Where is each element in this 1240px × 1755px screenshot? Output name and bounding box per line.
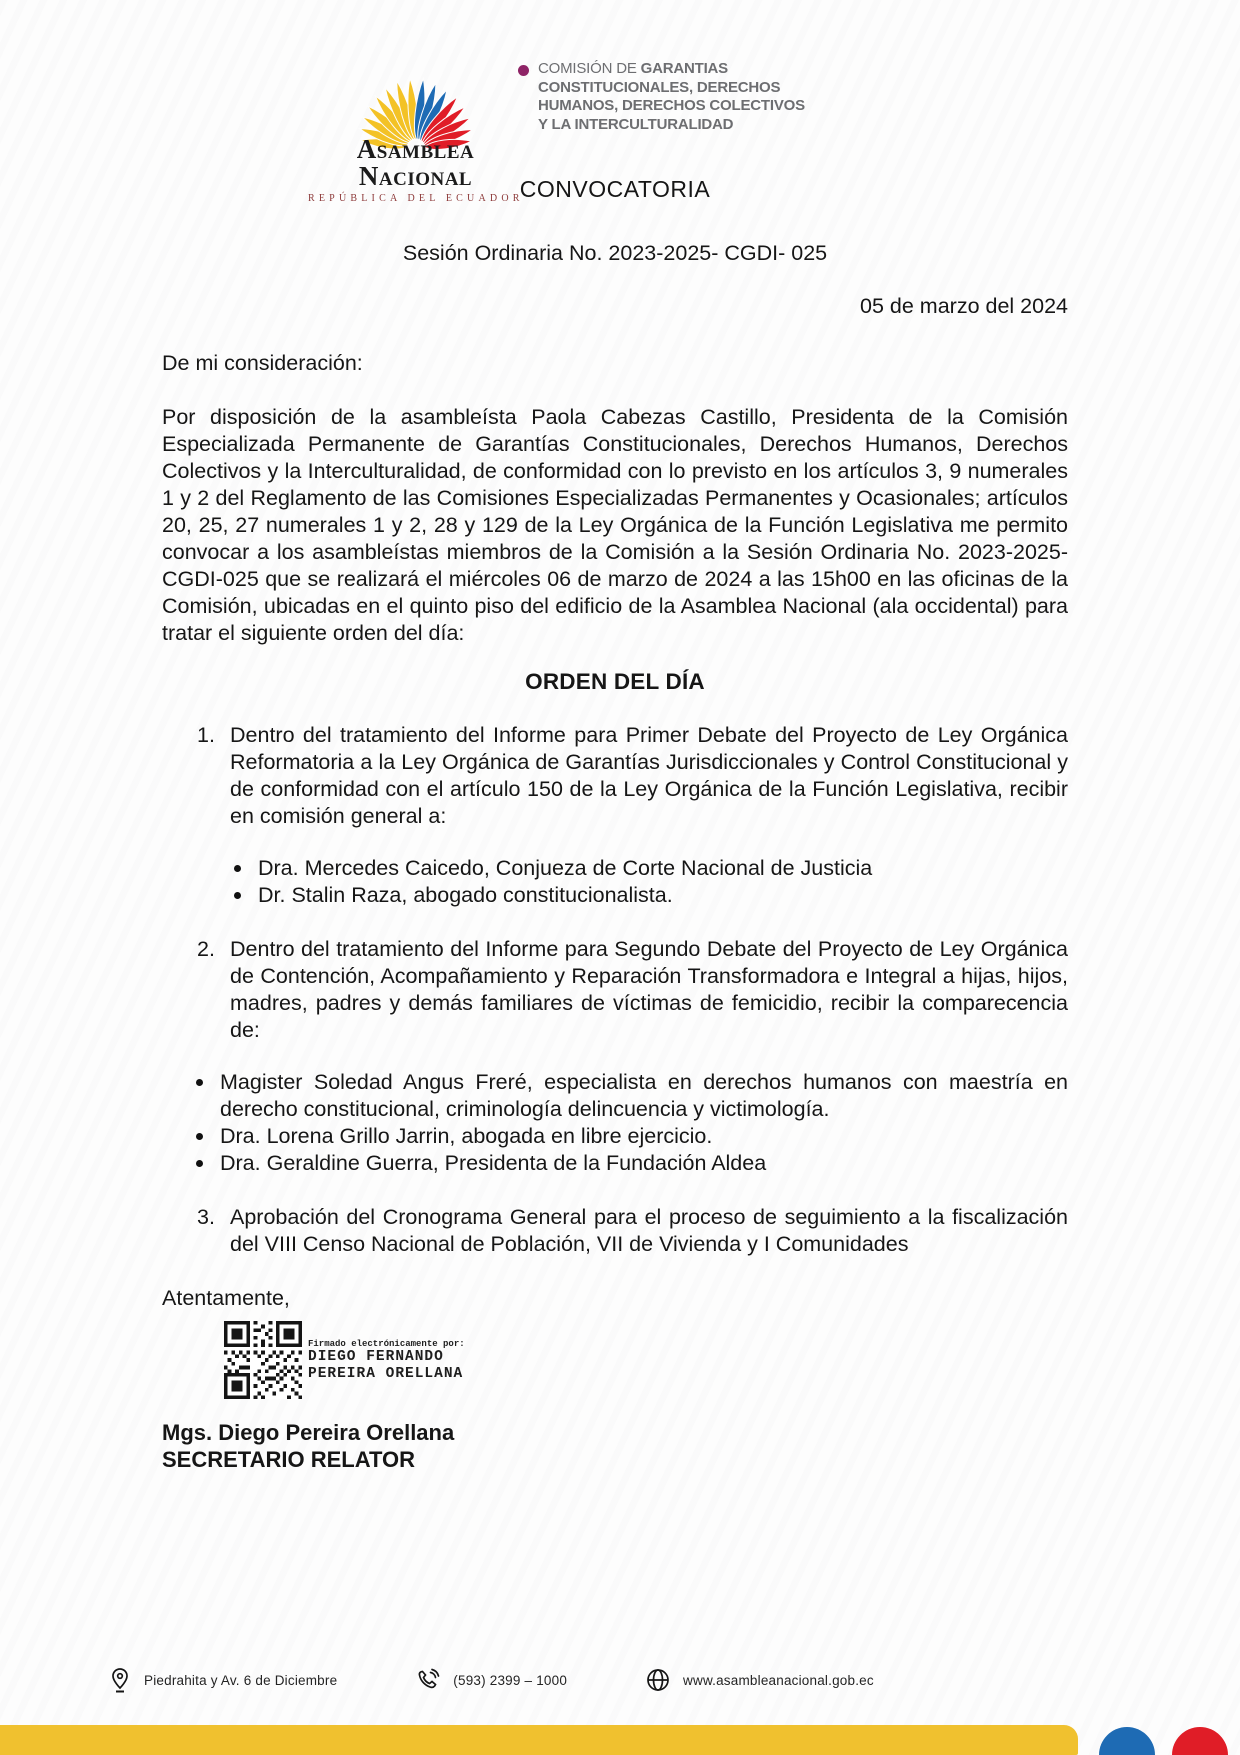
location-pin-icon bbox=[108, 1667, 132, 1693]
asamblea-nacional-logo bbox=[308, 40, 523, 204]
agenda-item-1-text: Dentro del tratamiento del Informe para Primer Debate del Proyecto de Ley Orgánica Reformatoria a la Ley Orgánica de Garantías Jurisdiccionales y Control Constitucional y de conformidad con el artículo 150 de la Ley Orgánica de la Función Legislativa, recibir en comisión general a: bbox=[230, 723, 1068, 828]
electronic-signature-block bbox=[224, 1321, 1068, 1399]
footer-phone-item bbox=[415, 1667, 567, 1693]
signatory-name: Mgs. Diego Pereira Orellana bbox=[162, 1420, 455, 1445]
list-item bbox=[232, 855, 1068, 882]
agenda-item-3-text: Aprobación del Cronograma General para el proceso de seguimiento a la fiscalización del VIII Censo Nacional de Población, VII de Vivienda y I Comunidades bbox=[230, 1205, 1068, 1256]
agenda-item-2-text: Dentro del tratamiento del Informe para Segundo Debate del Proyecto de Ley Orgánica de Contención, Acompañamiento y Reparación Transformadora e Integral a hijas, hijos, madres, padres y demás familiares de víctimas de femicidio, recibir la comparecencia de: bbox=[230, 937, 1068, 1042]
signature-meta bbox=[308, 1321, 465, 1383]
phone-icon bbox=[415, 1667, 441, 1693]
agenda-item-1-bullets bbox=[232, 855, 1068, 909]
footer-website: www.asambleanacional.gob.ec bbox=[683, 1672, 874, 1688]
signatory-role: SECRETARIO RELATOR bbox=[162, 1447, 416, 1472]
agenda-item-3-number: 3. bbox=[197, 1205, 215, 1229]
commission-line-1 bbox=[538, 60, 805, 79]
footer-contact-row bbox=[108, 1667, 874, 1693]
agenda-item-2-bullets bbox=[194, 1069, 1068, 1177]
agenda-item-1-number: 1. bbox=[197, 723, 215, 747]
agenda-title: ORDEN DEL DÍA bbox=[525, 669, 705, 694]
bullet-text: Dra. Geraldine Guerra, Presidenta de la Fundación Aldea bbox=[220, 1151, 767, 1175]
commission-name-block bbox=[538, 60, 805, 134]
list-item bbox=[194, 1069, 1068, 1123]
bullet-icon bbox=[232, 855, 258, 882]
commission-line-1-bold: GARANTIAS bbox=[640, 60, 728, 77]
footer-address-item bbox=[108, 1667, 337, 1693]
list-item bbox=[194, 1150, 1068, 1177]
footer-website-item bbox=[645, 1667, 874, 1693]
bullet-icon bbox=[194, 1069, 220, 1123]
commission-line-1-regular: COMISIÓN DE bbox=[538, 60, 641, 77]
document-date: 05 de marzo del 2024 bbox=[860, 294, 1068, 318]
list-item bbox=[232, 882, 1068, 909]
signature-mono-name-1: DIEGO FERNANDO bbox=[308, 1349, 444, 1365]
signature-caption: Firmado electrónicamente por: bbox=[308, 1339, 465, 1349]
commission-line-2: CONSTITUCIONALES, DERECHOS bbox=[538, 78, 781, 96]
agenda-item-3 bbox=[162, 1204, 1068, 1258]
bullet-text: Magister Soledad Angus Freré, especialista en derechos humanos con maestría en derecho constitucional, criminología delincuencia y victimología. bbox=[220, 1070, 1068, 1121]
footer-phone: (593) 2399 – 1000 bbox=[453, 1672, 568, 1688]
logo-title: Asamblea Nacional bbox=[356, 134, 475, 191]
signature-mono-name-2: PEREIRA ORELLANA bbox=[308, 1366, 464, 1382]
agenda-item-2 bbox=[162, 936, 1068, 1044]
agenda-item-2-number: 2. bbox=[197, 937, 215, 961]
intro-paragraph: Por disposición de la asambleísta Paola Cabezas Castillo, Presidenta de la Comisión Especializada Permanente de Garantías Constitucionales, Derechos Humanos, Derechos Colectivos y la Interculturalidad, de conformidad con lo previsto en los artículos 3, 9 numerales 1 y 2 del Reglamento de las Comisiones Especializadas Permanentes y Ocasionales; artículos 20, 25, 27 numerales 1 y 2, 28 y 129 de la Ley Orgánica de la Función Legislativa me permito convocar a los asambleístas miembros de la Comisión a la Sesión Ordinaria No. 2023-2025- CGDI-025 que se realizará el miércoles 06 de marzo de 2024 a las 15h00 en las oficinas de la Comisión, ubicadas en el quinto piso del edificio de la Asamblea Nacional (ala occidental) para tratar el siguiente orden del día: bbox=[162, 405, 1068, 645]
bullet-icon bbox=[232, 882, 258, 909]
footer-blue-dot bbox=[1099, 1727, 1155, 1755]
agenda-item-1 bbox=[162, 722, 1068, 830]
bullet-text: Dra. Mercedes Caicedo, Conjueza de Corte Nacional de Justicia bbox=[258, 856, 873, 880]
globe-icon bbox=[645, 1667, 671, 1693]
salutation: De mi consideración: bbox=[162, 351, 363, 375]
bullet-text: Dr. Stalin Raza, abogado constitucionalista. bbox=[258, 883, 673, 907]
logo-subtitle: REPÚBLICA DEL ECUADOR bbox=[308, 193, 524, 204]
bullet-text: Dra. Lorena Grillo Jarrin, abogada en libre ejercicio. bbox=[220, 1124, 713, 1148]
commission-bullet-icon bbox=[518, 65, 529, 76]
bullet-icon bbox=[194, 1150, 220, 1177]
document-title: CONVOCATORIA bbox=[519, 176, 711, 202]
bullet-icon bbox=[194, 1123, 220, 1150]
footer-address: Piedrahita y Av. 6 de Diciembre bbox=[144, 1672, 338, 1688]
qr-code-icon bbox=[224, 1321, 302, 1399]
list-item bbox=[194, 1123, 1068, 1150]
commission-line-3: HUMANOS, DERECHOS COLECTIVOS bbox=[538, 97, 805, 114]
footer-red-dot bbox=[1172, 1727, 1228, 1755]
commission-line-4: Y LA INTERCULTURALIDAD bbox=[538, 115, 734, 133]
session-number: Sesión Ordinaria No. 2023-2025- CGDI- 025 bbox=[402, 241, 828, 265]
footer-yellow-bar bbox=[0, 1725, 1078, 1755]
closing-salutation: Atentamente, bbox=[162, 1286, 290, 1310]
